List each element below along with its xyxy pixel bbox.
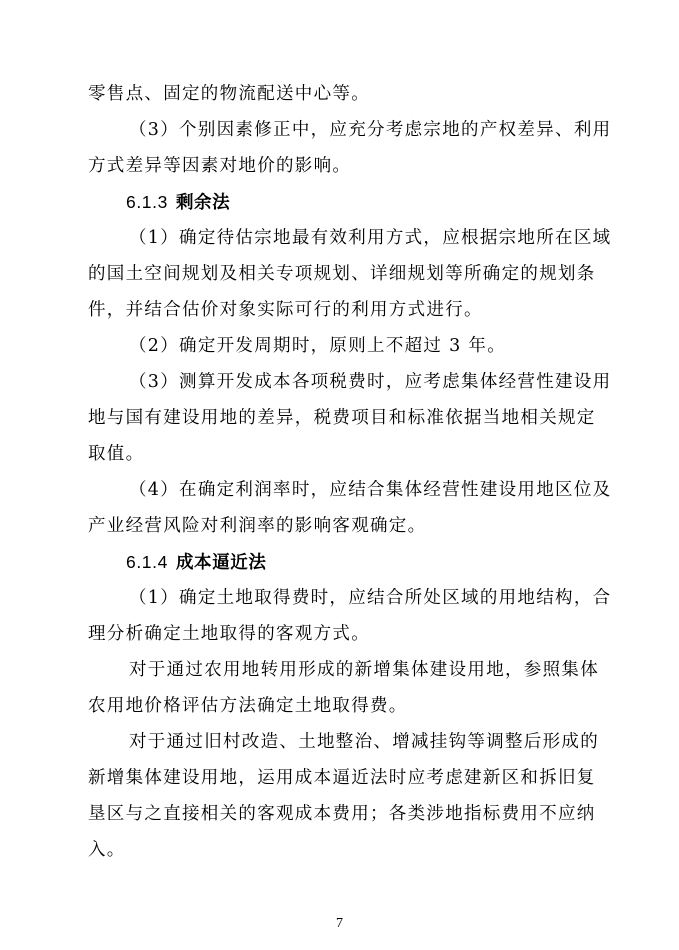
section-number: 6.1.4 bbox=[126, 552, 168, 572]
text-line: 农用地价格评估方法确定土地取得费。 bbox=[88, 696, 408, 716]
text-line: 入。 bbox=[88, 840, 126, 860]
text-line: 对于通过农用地转用形成的新增集体建设用地，参照集体 bbox=[129, 660, 599, 680]
section-title: 剩余法 bbox=[175, 193, 231, 213]
section-title: 成本逼近法 bbox=[175, 553, 267, 573]
text-line: 地与国有建设用地的差异，税费项目和标准依据当地相关规定 bbox=[88, 408, 596, 428]
text-line: （1）确定土地取得费时，应结合所处区域的用地结构，合 bbox=[129, 588, 612, 608]
text-line: 零售点、固定的物流配送中心等。 bbox=[88, 84, 370, 104]
text-line: （4）在确定利润率时，应结合集体经营性建设用地区位及 bbox=[129, 480, 612, 500]
text-line: 理分析确定土地取得的客观方式。 bbox=[88, 624, 370, 644]
text-line: （2）确定开发周期时，原则上不超过 3 年。 bbox=[129, 336, 506, 356]
section-heading-6-1-4 bbox=[126, 550, 679, 575]
section-heading-6-1-3 bbox=[126, 190, 679, 215]
text-line: （3）测算开发成本各项税费时，应考虑集体经营性建设用 bbox=[129, 372, 612, 392]
text-line: （1）确定待估宗地最有效利用方式，应根据宗地所在区域 bbox=[129, 228, 612, 248]
text-line: 产业经营风险对利润率的影响客观确定。 bbox=[88, 516, 427, 536]
text-line: 垦区与之直接相关的客观成本费用；各类涉地指标费用不应纳 bbox=[88, 804, 596, 824]
text-line: 取值。 bbox=[88, 444, 145, 464]
text-line: 新增集体建设用地，运用成本逼近法时应考虑建新区和拆旧复 bbox=[88, 768, 596, 788]
section-number: 6.1.3 bbox=[126, 192, 168, 212]
text-line: 件，并结合估价对象实际可行的利用方式进行。 bbox=[88, 300, 483, 320]
text-line: 方式差异等因素对地价的影响。 bbox=[88, 156, 352, 176]
page-number: 7 bbox=[336, 916, 343, 931]
text-line: （3）个别因素修正中，应充分考虑宗地的产权差异、利用 bbox=[129, 120, 612, 140]
text-line: 的国土空间规划及相关专项规划、详细规划等所确定的规划条 bbox=[88, 264, 596, 284]
text-line: 对于通过旧村改造、土地整治、增减挂钩等调整后形成的 bbox=[129, 732, 599, 752]
